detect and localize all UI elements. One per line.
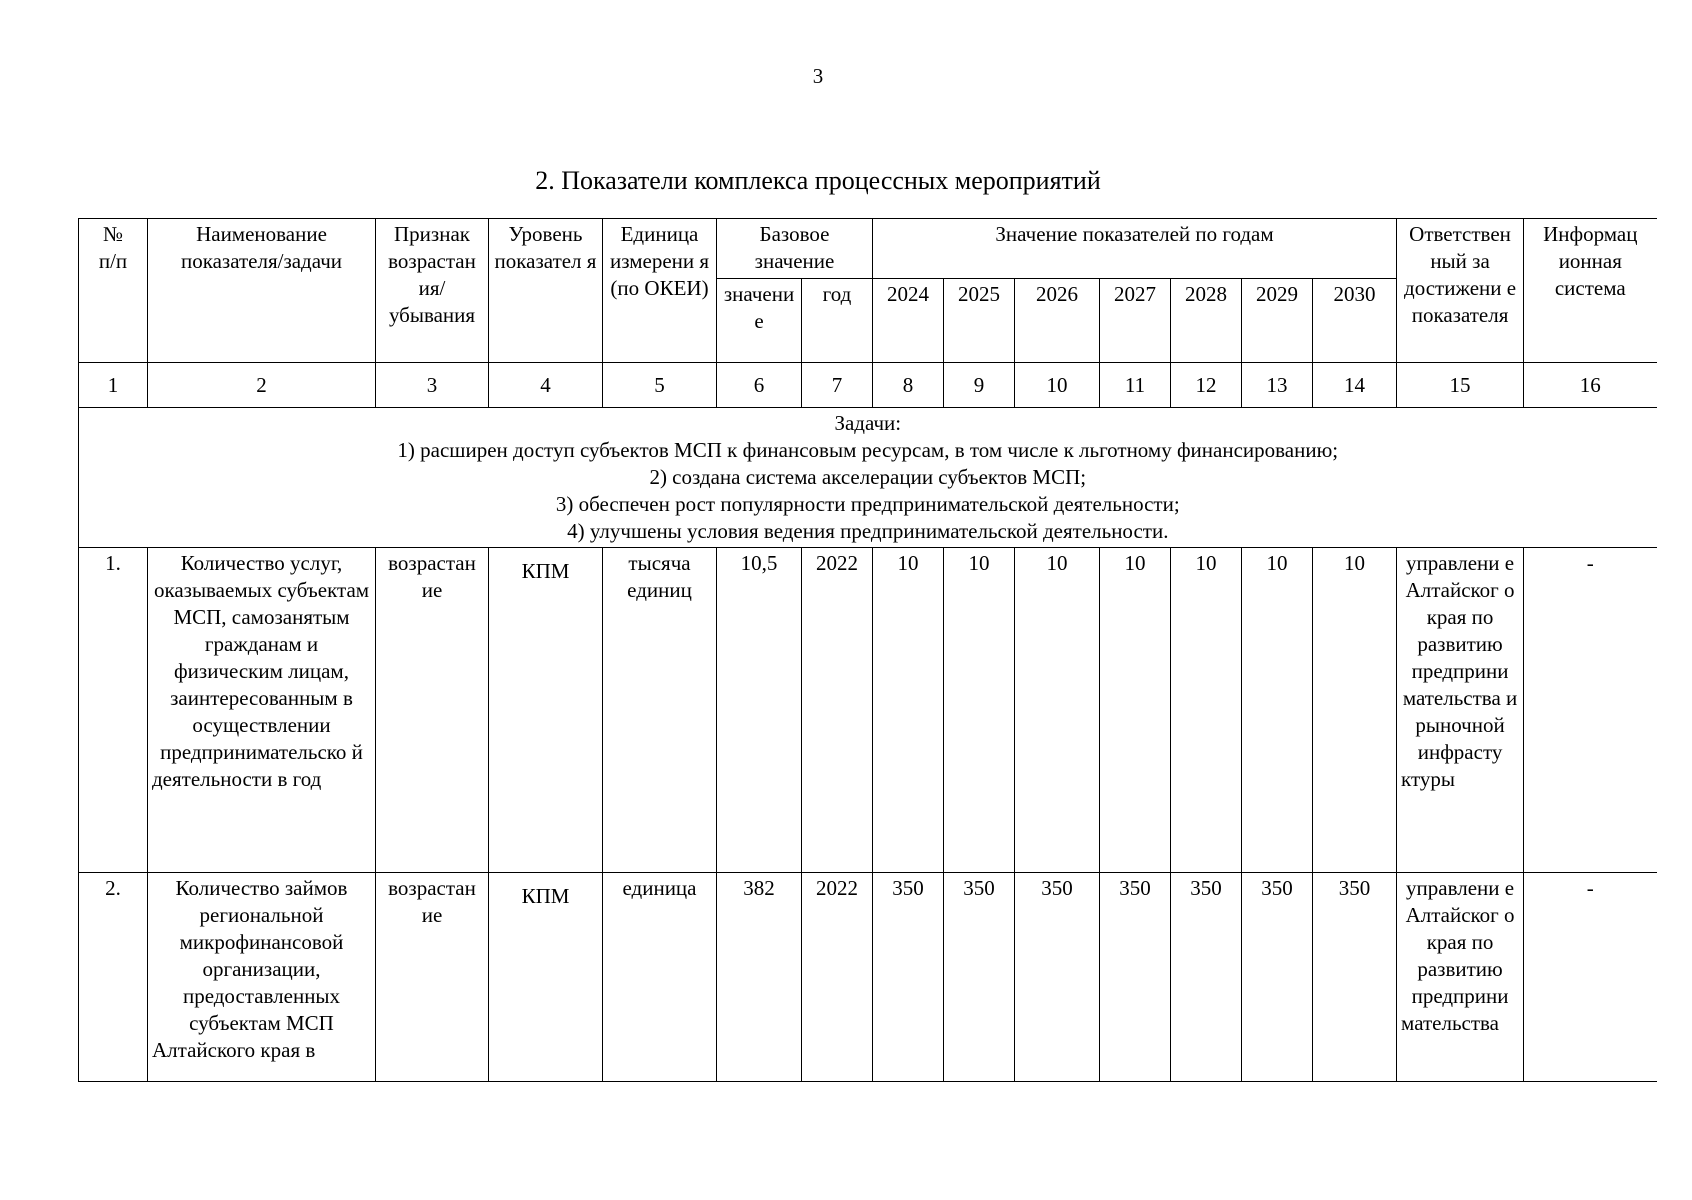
column-number: 11 [1100, 363, 1171, 408]
indicator-trend: возрастан ие [376, 873, 489, 1082]
row-number: 2. [79, 873, 148, 1082]
base-year: 2022 [802, 548, 873, 873]
info-system: - [1524, 873, 1657, 1082]
year-value: 10 [944, 548, 1015, 873]
year-value: 10 [1100, 548, 1171, 873]
indicator-trend: возрастан ие [376, 548, 489, 873]
year-value: 10 [1171, 548, 1242, 873]
row-number: 1. [79, 548, 148, 873]
indicator-name: Количество займов региональной микрофинансовой организации, предоставленных субъектам МСП Алтайского края в [148, 873, 376, 1082]
base-value: 382 [717, 873, 802, 1082]
year-value: 10 [1313, 548, 1397, 873]
column-number: 14 [1313, 363, 1397, 408]
column-number: 7 [802, 363, 873, 408]
header-year: 2026 [1015, 279, 1100, 363]
header-responsible: Ответствен ный за достижени е показателя [1397, 219, 1524, 363]
column-number: 6 [717, 363, 802, 408]
header-year: 2028 [1171, 279, 1242, 363]
base-year: 2022 [802, 873, 873, 1082]
column-numbers-row [79, 363, 1657, 408]
tasks-heading: Задачи: [834, 411, 902, 435]
year-value: 350 [1100, 873, 1171, 1082]
header-base-value: значени е [717, 279, 802, 363]
header-trend: Признак возрастан ия/ убывания [376, 219, 489, 363]
column-number: 1 [79, 363, 148, 408]
year-value: 10 [1242, 548, 1313, 873]
year-value: 10 [1015, 548, 1100, 873]
column-number: 9 [944, 363, 1015, 408]
column-number: 12 [1171, 363, 1242, 408]
column-number: 4 [489, 363, 603, 408]
indicator-name: Количество услуг, оказываемых субъектам МСП, самозанятым гражданам и физическим лицам, заинтересованным в осуществлении предпринимательско й деятельности в год [148, 548, 376, 873]
base-value: 10,5 [717, 548, 802, 873]
header-year: 2025 [944, 279, 1015, 363]
task-item: 4) улучшены условия ведения предпринимательской деятельности. [567, 519, 1169, 543]
year-value: 10 [873, 548, 944, 873]
year-value: 350 [1171, 873, 1242, 1082]
responsible: управлени е Алтайског о края по развитию предприни мательства и рыночной инфрасту ктуры [1397, 548, 1524, 873]
header-year: 2030 [1313, 279, 1397, 363]
header-info-system: Информац ионная система [1524, 219, 1657, 363]
column-number: 10 [1015, 363, 1100, 408]
header-base-year: год [802, 279, 873, 363]
header-year: 2027 [1100, 279, 1171, 363]
year-value: 350 [873, 873, 944, 1082]
indicator-level: КПМ [489, 873, 603, 1082]
header-unit: Единица измерени я (по ОКЕИ) [603, 219, 717, 363]
indicator-unit: тысяча единиц [603, 548, 717, 873]
section-title: 2. Показатели комплекса процессных мероприятий [535, 166, 1101, 195]
header-year: 2024 [873, 279, 944, 363]
header-name: Наименование показателя/задачи [148, 219, 376, 363]
page-number: 3 [812, 64, 824, 88]
year-value: 350 [1242, 873, 1313, 1082]
header-num: № п/п [79, 219, 148, 363]
year-value: 350 [1015, 873, 1100, 1082]
column-number: 15 [1397, 363, 1524, 408]
responsible: управлени е Алтайског о края по развитию предприни мательства [1397, 873, 1524, 1082]
header-base: Базовое значение [717, 219, 873, 279]
table-row [79, 548, 1657, 873]
header-years: Значение показателей по годам [873, 219, 1397, 279]
year-value: 350 [1313, 873, 1397, 1082]
column-number: 8 [873, 363, 944, 408]
info-system: - [1524, 548, 1657, 873]
task-item: 1) расширен доступ субъектов МСП к финансовым ресурсам, в том числе к льготному финансированию; [397, 438, 1339, 462]
tasks-row [79, 408, 1657, 548]
column-number: 5 [603, 363, 717, 408]
indicator-level: КПМ [489, 548, 603, 873]
table-row [79, 873, 1657, 1082]
header-year: 2029 [1242, 279, 1313, 363]
column-number: 2 [148, 363, 376, 408]
indicators-table [78, 218, 1657, 1082]
year-value: 350 [944, 873, 1015, 1082]
column-number: 13 [1242, 363, 1313, 408]
task-item: 2) создана система акселерации субъектов МСП; [649, 465, 1087, 489]
header-level: Уровень показател я [489, 219, 603, 363]
indicator-unit: единица [603, 873, 717, 1082]
tasks-cell [79, 408, 1657, 548]
column-number: 16 [1524, 363, 1657, 408]
task-item: 3) обеспечен рост популярности предпринимательской деятельности; [555, 492, 1180, 516]
column-number: 3 [376, 363, 489, 408]
